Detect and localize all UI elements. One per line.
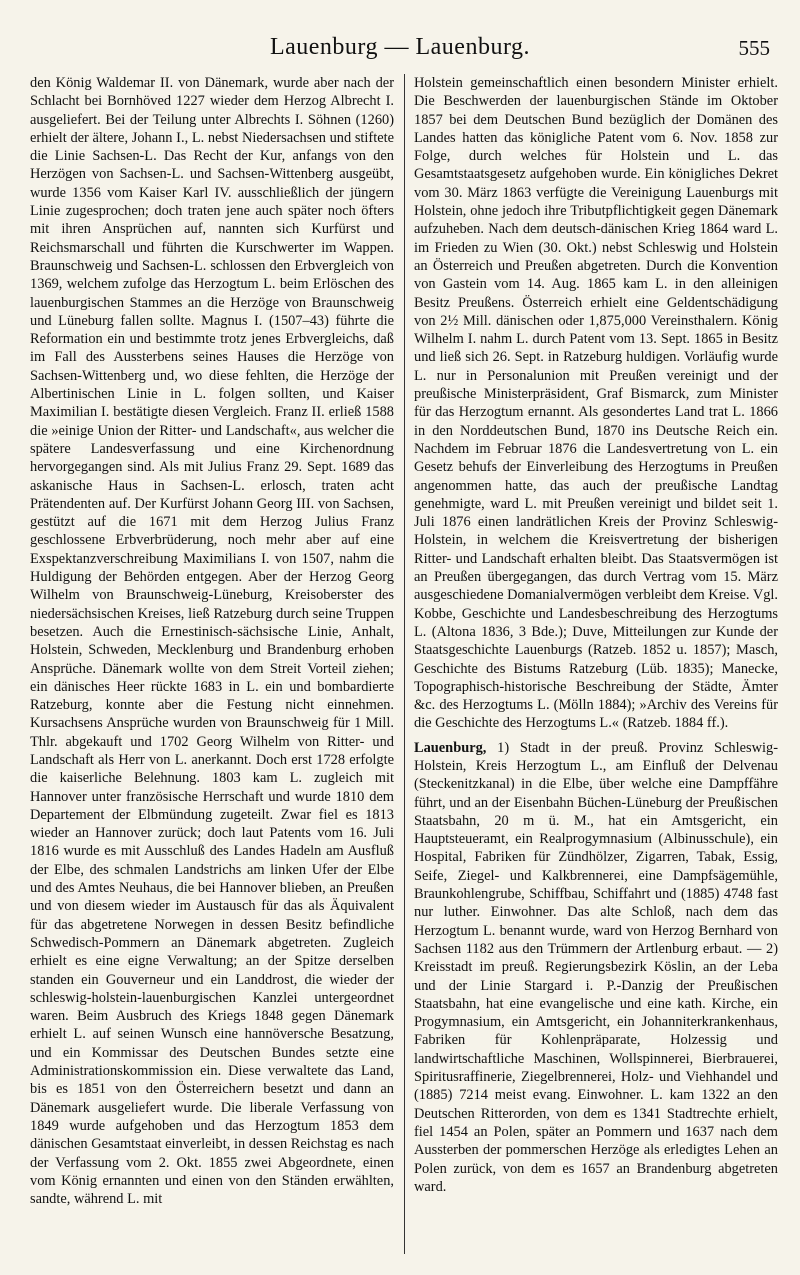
entry-headword: Lauenburg, — [414, 739, 487, 756]
entry-lauenburg — [414, 739, 778, 1196]
column-divider — [404, 74, 405, 1254]
entry-body: 1) Stadt in der preuß. Provinz Schleswig-Holstein, Kreis Herzogtum L., am Einfluß der Delvenau (Steckenitzkanal) in die Elbe, über welche eine Dampffähre führt, und an der Eisenbahn Büchen-Lüneburg der Preußischen Staatsbahn, 20 m ü. M., hat ein Amtsgericht, ein Hauptsteueramt, ein Realprogymnasium (Albinusschule), ein Hospital, Fabriken für Zündhölzer, Zigarren, Tabak, Essig, Seife, Ziegel- und Kalkbrennerei, eine Dampfsägemühle, Braunkohlengrube, Schiffbau, Schiffahrt und (1885) 4748 fast nur luther. Einwohner. Das alte Schloß, nach dem das Herzogtum L. benannt wurde, ward von Herzog Bernhard von Sachsen 1182 aus den Trümmern der Artlenburg erbaut. — 2) Kreisstadt im preuß. Regierungsbezirk Köslin, an der Leba und der Linie Stargard i. P.-Danzig der Preußischen Staatsbahn, hat eine evangelische und eine kath. Kirche, ein Progymnasium, ein Amtsgericht, ein Johanniterkrankenhaus, Fabriken für Kohlenpräparate, Holzessig und landwirtschaftliche Maschinen, Wollspinnerei, Bierbrauerei, Spiritusraffinerie, Ziegelbrennerei, Holz- und Viehhandel und (1885) 7214 meist evang. Einwohner. L. kam 1322 an den Deutschen Ritterorden, von dem es 1341 Stadtrechte erhielt, fiel 1454 an Polen, später an Pommern und 1637 nach dem Aussterben der pommerschen Herzöge als erledigtes Lehen an Polen zurück, von dem es 1657 an Brandenburg abgetreten ward. — [414, 739, 778, 1195]
left-column — [30, 74, 394, 1254]
page-header — [30, 34, 770, 64]
text-columns — [30, 74, 778, 1254]
left-column-text: den König Waldemar II. von Dänemark, wurde aber nach der Schlacht bei Bornhöved 1227 wieder dem Herzog Albrecht I. ausgeliefert. Bei der Teilung unter Albrechts I. Söhnen (1260) erhielt der ältere, Johann I., L. nebst Niedersachsen und stiftete die Linie Sachsen-L. Das Recht der Kur, anfangs von den Herzögen von Sachsen-L. und Sachsen-Wittenberg ausgeübt, wurde 1356 vom Kaiser Karl IV. ausschließlich der jüngern Linie zugesprochen; doch traten jene auch später noch öfters mit ihren Ansprüchen auf, nannten sich Kurfürst und Reichsmarschall und führten die Kurschwerter im Wappen. Braunschweig und Sachsen-L. schlossen den Erbvergleich von 1369, welchem zufolge das Herzogtum L. beim Erlöschen des lauenburgischen Stammes an die Herzöge von Braunschweig und Lüneburg fallen sollte. Magnus I. (1507–43) führte die Reformation ein und bestimmte trotz jenes Erbvergleichs, daß im Fall des Aussterbens seines Hauses die Herzöge von Sachsen-Wittenberg und, wo diese fehlten, die Herzöge der Albertinischen Linie in L. folgen sollten, und Kaiser Maximilian I. bestätigte diesen Vergleich. Franz II. erließ 1588 die »einige Union der Ritter- und Landschaft«, aus welcher die spätere Landesverfassung und eine Kirchenordnung hervorgegangen sind. Als mit Julius Franz 29. Sept. 1689 das askanische Haus in Sachsen-L. erlosch, traten acht Prätendenten auf. Der Kurfürst Johann Georg III. von Sachsen, gestützt auf die 1671 mit dem Herzog Julius Franz geschlossene Erbverbrüderung, noch mehr aber auf eine Exspektanzverschreibung Maximilians I. von 1507, nahm die Huldigung der Behörden entgegen. Aber der Herzog Georg Wilhelm von Braunschweig-Lüneburg, Kreisoberster des niedersächsischen Kreises, ließ Ratzeburg durch seine Truppen besetzen. Auch die Ernestinisch-sächsische Linie, Anhalt, Holstein, Schweden, Mecklenburg und Brandenburg erhoben Ansprüche. Dänemark wollte von dem Streit Vorteil ziehen; ein dänisches Heer rückte 1683 in L. ein und bombardierte Ratzeburg, konnte aber die Festung nicht einnehmen. Kursachsens Ansprüche wurden von Braunschweig für 1 Mill. Thlr. abgekauft und 1702 Georg Wilhelm von Ritter- und Landschaft als Herr von L. anerkannt. Doch erst 1728 erfolgte die kaiserliche Belehnung. 1803 kam L. zugleich mit Hannover unter französische Herrschaft und wurde 1810 dem Departement der Elbmündung zugeteilt. Zwar fiel es 1813 wieder an Hannover zurück; doch laut Patents vom 16. Juli 1816 wurde es mit Ausschluß des Landes Hadeln am Ausfluß der Elbe, des schmalen Landstrichs am linken Ufer der Elbe und des Amtes Neuhaus, die bei Hannover blieben, an Preußen und von diesem wieder im Austausch für das als Äquivalent für das abgetretene Norwegen in dessen Besitz befindliche Schwedisch-Pommern an Dänemark abgetreten. Zugleich erhielt es eine eigne Verwaltung; an der Spitze derselben standen ein Gouverneur und ein Landdrost, die wieder der schleswig-holstein-lauenburgischen Kanzlei untergeordnet waren. Beim Ausbruch des Kriegs 1848 gegen Dänemark erhielt L. auf seinen Wunsch eine hannöversche Besatzung, und ein Kommissar des Deutschen Bundes setzte eine Administrationskommission ein. Diese verwaltete das Land, bis es 1851 von den Österreichern besetzt und dann an Dänemark ausgeliefert wurde. Die liberale Verfassung von 1849 wurde aufgehoben und das Herzogtum 1853 dem dänischen Gesamtstaat einverleibt, in dessen Reichstag es nach der Verfassung vom 2. Okt. 1855 zwei Abgeordnete, einen vom König ernannten und einen von den Ständen erwählten, sandte, während L. mit — [30, 75, 394, 1208]
right-column-paragraph-1: Holstein gemeinschaftlich einen besondern Minister erhielt. Die Beschwerden der lauenburgischen Stände im Oktober 1857 bei dem Deutschen Bund bezüglich der Domänen des Landes hatten das königliche Patent vom 6. Nov. 1858 zur Folge, durch welches für Holstein und L. das Gesamtstaatsgesetz aufgehoben wurde. Ein königliches Dekret vom 30. März 1863 verfügte die Vereinigung Lauenburgs mit Holstein, ohne jedoch ihre Tributpflichtigkeit gegen Dänemark aufzuheben. Nach dem deutsch-dänischen Krieg 1864 ward L. im Frieden zu Wien (30. Okt.) nebst Schleswig und Holstein an Österreich und Preußen abgetreten. Durch die Konvention von Gastein vom 14. Aug. 1865 kam L. in den alleinigen Besitz Preußens. Österreich erhielt eine Geldentschädigung von 2½ Mill. dänischen oder 1,875,000 Vereinsthalern. König Wilhelm I. nahm L. durch Patent vom 13. Sept. 1865 in Besitz und ließ sich 26. Sept. in Ratzeburg huldigen. Vorläufig wurde L. nur in Personalunion mit Preußen vereinigt und der preußische Ministerpräsident, Graf Bismarck, zum Minister für das Herzogtum ernannt. Als gesondertes Land trat L. 1866 in den Norddeutschen Bund, 1870 ins Deutsche Reich ein. Nachdem im Februar 1876 die Landesvertretung von L. ein Gesetz behufs der Einverleibung des Herzogtums in Preußen angenommen hatte, das auch der preußische Landtag genehmigte, ward L. mit Preußen vereinigt und bildet seit 1. Juli 1876 einen landrätlichen Kreis der Provinz Schleswig-Holstein, in welchem die Kreisvertretung der bisherigen Ritter- und Landschaft erhalten bleibt. Das Staatsvermögen ist an Preußen übergegangen, das durch Vertrag vom 15. März ausgeschiedene Domanialvermögen verbleibt dem Kreise. Vgl. Kobbe, Geschichte und Landesbeschreibung des Herzogtums L. (Altona 1836, 3 Bde.); Duve, Mitteilungen zur Kunde der Staatsgeschichte Lauenburgs (Ratzeb. 1852 u. 1857); Masch, Geschichte des Bistums Ratzeburg (Lüb. 1835); Manecke, Topographisch-historische Beschreibung der Städte, Ämter &c. des Herzogtums L. (Mölln 1884); »Archiv des Vereins für die Geschichte des Herzogtums L.« (Ratzeb. 1884 ff.). — [414, 75, 778, 732]
running-title: Lauenburg — Lauenburg. — [269, 34, 531, 60]
right-column — [414, 74, 778, 1254]
page-number: 555 — [738, 36, 770, 60]
